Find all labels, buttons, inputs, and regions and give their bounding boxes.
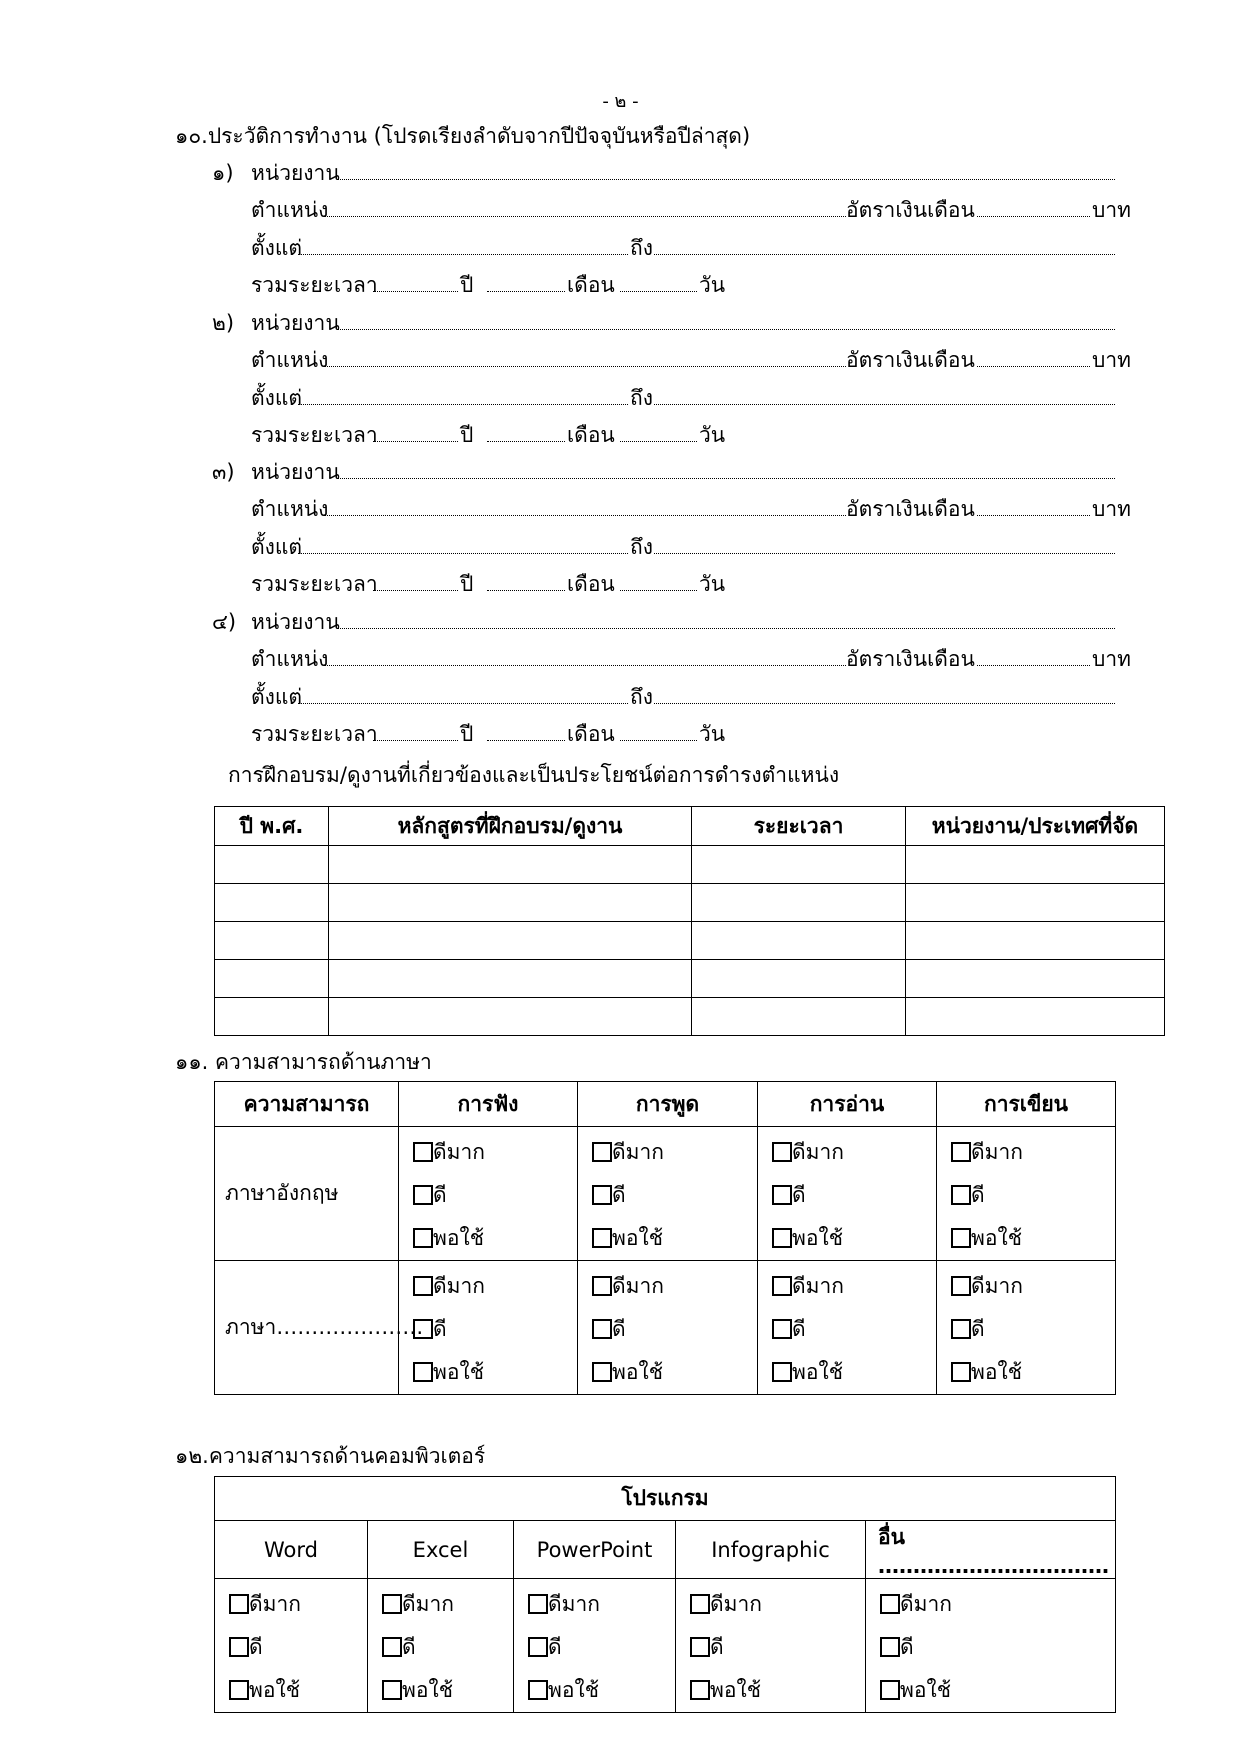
rating-cell <box>578 1127 758 1261</box>
training-cell[interactable] <box>692 884 906 922</box>
checkbox-icon[interactable] <box>690 1594 710 1614</box>
rating-label: ดีมาก <box>710 1592 762 1616</box>
rating-cell <box>758 1261 937 1395</box>
rating-label: พอใช้ <box>548 1678 599 1702</box>
rating-option[interactable] <box>937 1308 1115 1351</box>
checkbox-icon[interactable] <box>229 1680 249 1700</box>
rating-option[interactable] <box>399 1308 577 1351</box>
table-row <box>215 1579 1116 1713</box>
rating-label: ดีมาก <box>433 1274 485 1298</box>
rating-option[interactable] <box>578 1308 757 1351</box>
checkbox-icon[interactable] <box>772 1228 792 1248</box>
form-line <box>0 195 1241 225</box>
form-line <box>0 494 1241 524</box>
training-cell[interactable] <box>215 998 329 1036</box>
rating-option[interactable] <box>368 1669 513 1712</box>
training-cell[interactable] <box>215 922 329 960</box>
agency-label: หน่วยงาน <box>251 460 340 484</box>
checkbox-icon[interactable] <box>772 1276 792 1296</box>
form-line <box>0 158 1241 188</box>
rating-option[interactable] <box>758 1351 936 1394</box>
training-header-year: ปี พ.ศ. <box>215 807 329 846</box>
days-field[interactable] <box>620 291 697 292</box>
computer-table <box>214 1476 1116 1713</box>
table-row <box>215 884 1165 922</box>
program-header: Infographic <box>676 1521 866 1579</box>
years-field[interactable] <box>373 590 458 591</box>
checkbox-icon[interactable] <box>951 1362 971 1382</box>
rating-cell <box>937 1261 1116 1395</box>
month-label: เดือน <box>567 423 615 447</box>
agency-field[interactable] <box>337 179 1115 180</box>
rating-label: ดีมาก <box>971 1274 1023 1298</box>
checkbox-icon[interactable] <box>772 1319 792 1339</box>
checkbox-icon[interactable] <box>592 1362 612 1382</box>
training-cell[interactable] <box>215 960 329 998</box>
rating-option[interactable] <box>399 1131 577 1174</box>
training-cell[interactable] <box>329 846 692 884</box>
rating-cell <box>578 1261 758 1395</box>
rating-label: ดี <box>433 1317 447 1341</box>
rating-option[interactable] <box>578 1131 757 1174</box>
checkbox-icon[interactable] <box>413 1185 433 1205</box>
table-row <box>215 846 1165 884</box>
rating-cell <box>399 1127 578 1261</box>
table-row <box>215 1261 1116 1395</box>
salary-field[interactable] <box>977 216 1090 217</box>
baht-label: บาท <box>1092 647 1131 671</box>
position-field[interactable] <box>324 216 846 217</box>
section-11-title: ๑๑. ความสามารถด้านภาษา <box>175 1050 432 1074</box>
to-field[interactable] <box>654 254 1115 255</box>
year-label: ปี <box>460 572 474 596</box>
rating-label: ดี <box>792 1183 806 1207</box>
position-field[interactable] <box>324 366 846 367</box>
checkbox-icon[interactable] <box>528 1594 548 1614</box>
checkbox-icon[interactable] <box>382 1637 402 1657</box>
training-cell[interactable] <box>692 846 906 884</box>
rating-label: ดีมาก <box>402 1592 454 1616</box>
training-cell[interactable] <box>329 960 692 998</box>
baht-label: บาท <box>1092 198 1131 222</box>
rating-option[interactable] <box>399 1265 577 1308</box>
rating-option[interactable] <box>514 1626 675 1669</box>
position-field[interactable] <box>324 515 846 516</box>
months-field[interactable] <box>487 291 565 292</box>
program-header: Excel <box>368 1521 514 1579</box>
rating-label: ดี <box>971 1183 985 1207</box>
training-cell[interactable] <box>906 998 1165 1036</box>
training-cell[interactable] <box>906 922 1165 960</box>
days-field[interactable] <box>620 740 697 741</box>
rating-option[interactable] <box>866 1669 1115 1712</box>
checkbox-icon[interactable] <box>229 1594 249 1614</box>
checkbox-icon[interactable] <box>951 1319 971 1339</box>
form-line <box>0 607 1241 637</box>
month-label: เดือน <box>567 722 615 746</box>
checkbox-icon[interactable] <box>229 1637 249 1657</box>
entry-number: ๒) <box>212 311 235 335</box>
baht-label: บาท <box>1092 497 1131 521</box>
rating-cell <box>937 1127 1116 1261</box>
rating-option[interactable] <box>937 1351 1115 1394</box>
checkbox-icon[interactable] <box>592 1185 612 1205</box>
rating-cell <box>399 1261 578 1395</box>
rating-label: ดีมาก <box>900 1592 952 1616</box>
training-table <box>214 806 1165 1036</box>
checkbox-icon[interactable] <box>690 1637 710 1657</box>
rating-cell <box>866 1579 1116 1713</box>
to-label: ถึง <box>630 386 653 410</box>
training-cell[interactable] <box>906 884 1165 922</box>
training-cell[interactable] <box>329 884 692 922</box>
year-label: ปี <box>460 722 474 746</box>
rating-label: ดีมาก <box>612 1274 664 1298</box>
table-row <box>215 998 1165 1036</box>
checkbox-icon[interactable] <box>592 1228 612 1248</box>
day-label: วัน <box>699 722 726 746</box>
form-line <box>0 345 1241 375</box>
days-field[interactable] <box>620 590 697 591</box>
rating-label: ดีมาก <box>612 1140 664 1164</box>
rating-label: ดีมาก <box>792 1274 844 1298</box>
rating-label: ดีมาก <box>548 1592 600 1616</box>
rating-option[interactable] <box>937 1217 1115 1260</box>
rating-label: พอใช้ <box>249 1678 300 1702</box>
position-label: ตำแหน่ง <box>251 198 329 222</box>
rating-cell <box>215 1579 368 1713</box>
day-label: วัน <box>699 273 726 297</box>
table-row <box>215 1127 1116 1261</box>
form-line <box>0 644 1241 674</box>
checkbox-icon[interactable] <box>413 1142 433 1162</box>
entry-number: ๑) <box>212 161 234 185</box>
to-label: ถึง <box>630 685 653 709</box>
training-header-course: หลักสูตรที่ฝึกอบรม/ดูงาน <box>329 807 692 846</box>
form-line <box>0 420 1241 450</box>
rating-label: ดี <box>971 1317 985 1341</box>
checkbox-icon[interactable] <box>528 1680 548 1700</box>
rating-option[interactable] <box>399 1217 577 1260</box>
table-row <box>215 922 1165 960</box>
checkbox-icon[interactable] <box>592 1142 612 1162</box>
checkbox-icon[interactable] <box>413 1276 433 1296</box>
rating-label: ดี <box>402 1635 416 1659</box>
position-field[interactable] <box>324 665 846 666</box>
rating-label: ดีมาก <box>433 1140 485 1164</box>
form-line <box>0 682 1241 712</box>
agency-label: หน่วยงาน <box>251 311 340 335</box>
rating-label: ดี <box>249 1635 263 1659</box>
rating-label: พอใช้ <box>710 1678 761 1702</box>
rating-label: พอใช้ <box>612 1226 663 1250</box>
training-cell[interactable] <box>215 884 329 922</box>
rating-option[interactable] <box>758 1131 936 1174</box>
rating-label: ดีมาก <box>792 1140 844 1164</box>
from-label: ตั้งแต่ <box>251 386 303 410</box>
checkbox-icon[interactable] <box>772 1142 792 1162</box>
checkbox-icon[interactable] <box>592 1276 612 1296</box>
checkbox-icon[interactable] <box>528 1637 548 1657</box>
rating-option[interactable] <box>215 1626 367 1669</box>
day-label: วัน <box>699 572 726 596</box>
page-number: - ๒ - <box>602 91 639 112</box>
rating-cell <box>514 1579 676 1713</box>
salary-field[interactable] <box>977 665 1090 666</box>
from-label: ตั้งแต่ <box>251 535 303 559</box>
training-title: การฝึกอบรม/ดูงานที่เกี่ยวข้องและเป็นประโยชน์ต่อการดำรงตำแหน่ง <box>228 763 840 787</box>
month-label: เดือน <box>567 572 615 596</box>
rating-label: พอใช้ <box>792 1360 843 1384</box>
lang-header-reading: การอ่าน <box>758 1082 937 1127</box>
checkbox-icon[interactable] <box>772 1362 792 1382</box>
training-cell[interactable] <box>329 998 692 1036</box>
salary-label: อัตราเงินเดือน <box>846 198 975 222</box>
rating-label: พอใช้ <box>971 1360 1022 1384</box>
form-line <box>0 457 1241 487</box>
duration-label: รวมระยะเวลา <box>251 722 378 746</box>
form-line <box>0 383 1241 413</box>
from-field[interactable] <box>298 703 628 704</box>
checkbox-icon[interactable] <box>951 1228 971 1248</box>
lang-header-ability: ความสามารถ <box>215 1082 399 1127</box>
checkbox-icon[interactable] <box>951 1185 971 1205</box>
to-field[interactable] <box>654 703 1115 704</box>
rating-option[interactable] <box>215 1583 367 1626</box>
rating-option[interactable] <box>937 1174 1115 1217</box>
rating-option[interactable] <box>514 1583 675 1626</box>
rating-option[interactable] <box>758 1308 936 1351</box>
day-label: วัน <box>699 423 726 447</box>
training-cell[interactable] <box>692 960 906 998</box>
salary-field[interactable] <box>977 366 1090 367</box>
agency-field[interactable] <box>337 329 1115 330</box>
agency-field[interactable] <box>337 628 1115 629</box>
rating-option[interactable] <box>368 1626 513 1669</box>
position-label: ตำแหน่ง <box>251 348 329 372</box>
table-row <box>215 960 1165 998</box>
agency-field[interactable] <box>337 478 1115 479</box>
rating-label: พอใช้ <box>612 1360 663 1384</box>
checkbox-icon[interactable] <box>772 1185 792 1205</box>
program-header: Word <box>215 1521 368 1579</box>
to-field[interactable] <box>654 553 1115 554</box>
checkbox-icon[interactable] <box>382 1680 402 1700</box>
rating-label: พอใช้ <box>433 1360 484 1384</box>
position-label: ตำแหน่ง <box>251 647 329 671</box>
form-line <box>0 569 1241 599</box>
months-field[interactable] <box>487 590 565 591</box>
form-line <box>0 308 1241 338</box>
rating-option[interactable] <box>676 1626 865 1669</box>
checkbox-icon[interactable] <box>413 1228 433 1248</box>
to-label: ถึง <box>630 535 653 559</box>
entry-number: ๓) <box>212 460 235 484</box>
rating-label: พอใช้ <box>900 1678 951 1702</box>
section-10-title: ๑๐.ประวัติการทำงาน (โปรดเรียงลำดับจากปีปัจจุบันหรือปีล่าสุด) <box>175 124 751 148</box>
entry-number: ๔) <box>212 610 237 634</box>
checkbox-icon[interactable] <box>880 1637 900 1657</box>
rating-label: พอใช้ <box>402 1678 453 1702</box>
rating-option[interactable] <box>758 1217 936 1260</box>
rating-label: พอใช้ <box>971 1226 1022 1250</box>
rating-option[interactable] <box>676 1669 865 1712</box>
rating-label: ดี <box>900 1635 914 1659</box>
salary-label: อัตราเงินเดือน <box>846 348 975 372</box>
training-header-organizer: หน่วยงาน/ประเทศที่จัด <box>906 807 1165 846</box>
years-field[interactable] <box>373 740 458 741</box>
rating-label: ดีมาก <box>249 1592 301 1616</box>
rating-option[interactable] <box>937 1265 1115 1308</box>
rating-option[interactable] <box>758 1174 936 1217</box>
rating-option[interactable] <box>578 1217 757 1260</box>
language-table <box>214 1081 1116 1395</box>
from-label: ตั้งแต่ <box>251 685 303 709</box>
lang-header-listening: การฟัง <box>399 1082 578 1127</box>
years-field[interactable] <box>373 441 458 442</box>
rating-option[interactable] <box>399 1351 577 1394</box>
position-label: ตำแหน่ง <box>251 497 329 521</box>
from-label: ตั้งแต่ <box>251 236 303 260</box>
checkbox-icon[interactable] <box>880 1594 900 1614</box>
rating-option[interactable] <box>578 1174 757 1217</box>
rating-label: ดี <box>792 1317 806 1341</box>
duration-label: รวมระยะเวลา <box>251 273 378 297</box>
rating-cell <box>368 1579 514 1713</box>
section-12-title: ๑๒.ความสามารถด้านคอมพิวเตอร์ <box>175 1444 486 1468</box>
rating-option[interactable] <box>399 1174 577 1217</box>
duration-label: รวมระยะเวลา <box>251 423 378 447</box>
rating-option[interactable] <box>578 1351 757 1394</box>
months-field[interactable] <box>487 740 565 741</box>
rating-option[interactable] <box>215 1669 367 1712</box>
form-line <box>0 233 1241 263</box>
rating-label: พอใช้ <box>792 1226 843 1250</box>
months-field[interactable] <box>487 441 565 442</box>
training-cell[interactable] <box>692 922 906 960</box>
program-header: อื่น …………………………… <box>866 1521 1116 1579</box>
language-name: ภาษา………………… <box>215 1261 399 1395</box>
year-label: ปี <box>460 273 474 297</box>
from-field[interactable] <box>298 254 628 255</box>
from-field[interactable] <box>298 404 628 405</box>
program-group-header: โปรแกรม <box>215 1477 1116 1521</box>
agency-label: หน่วยงาน <box>251 161 340 185</box>
salary-label: อัตราเงินเดือน <box>846 497 975 521</box>
rating-option[interactable] <box>578 1265 757 1308</box>
checkbox-icon[interactable] <box>951 1276 971 1296</box>
form-line <box>0 270 1241 300</box>
form-line <box>0 719 1241 749</box>
program-header: PowerPoint <box>514 1521 676 1579</box>
salary-label: อัตราเงินเดือน <box>846 647 975 671</box>
year-label: ปี <box>460 423 474 447</box>
rating-option[interactable] <box>676 1583 865 1626</box>
rating-label: ดีมาก <box>971 1140 1023 1164</box>
rating-label: ดี <box>710 1635 724 1659</box>
lang-header-writing: การเขียน <box>937 1082 1116 1127</box>
to-label: ถึง <box>630 236 653 260</box>
checkbox-icon[interactable] <box>690 1680 710 1700</box>
rating-label: ดี <box>612 1317 626 1341</box>
rating-option[interactable] <box>937 1131 1115 1174</box>
checkbox-icon[interactable] <box>413 1362 433 1382</box>
rating-label: ดี <box>612 1183 626 1207</box>
rating-option[interactable] <box>866 1583 1115 1626</box>
rating-cell <box>758 1127 937 1261</box>
rating-option[interactable] <box>514 1669 675 1712</box>
training-header-duration: ระยะเวลา <box>692 807 906 846</box>
years-field[interactable] <box>373 291 458 292</box>
training-cell[interactable] <box>215 846 329 884</box>
duration-label: รวมระยะเวลา <box>251 572 378 596</box>
days-field[interactable] <box>620 441 697 442</box>
rating-label: พอใช้ <box>433 1226 484 1250</box>
salary-field[interactable] <box>977 515 1090 516</box>
month-label: เดือน <box>567 273 615 297</box>
to-field[interactable] <box>654 404 1115 405</box>
training-cell[interactable] <box>692 998 906 1036</box>
baht-label: บาท <box>1092 348 1131 372</box>
agency-label: หน่วยงาน <box>251 610 340 634</box>
checkbox-icon[interactable] <box>413 1319 433 1339</box>
rating-label: ดี <box>433 1183 447 1207</box>
form-line <box>0 532 1241 562</box>
rating-option[interactable] <box>368 1583 513 1626</box>
from-field[interactable] <box>298 553 628 554</box>
rating-cell <box>676 1579 866 1713</box>
training-cell[interactable] <box>906 846 1165 884</box>
rating-label: ดี <box>548 1635 562 1659</box>
checkbox-icon[interactable] <box>880 1680 900 1700</box>
language-name: ภาษาอังกฤษ <box>215 1127 399 1261</box>
checkbox-icon[interactable] <box>382 1594 402 1614</box>
lang-header-speaking: การพูด <box>578 1082 758 1127</box>
training-cell[interactable] <box>329 922 692 960</box>
checkbox-icon[interactable] <box>951 1142 971 1162</box>
rating-option[interactable] <box>758 1265 936 1308</box>
rating-option[interactable] <box>866 1626 1115 1669</box>
checkbox-icon[interactable] <box>592 1319 612 1339</box>
training-cell[interactable] <box>906 960 1165 998</box>
